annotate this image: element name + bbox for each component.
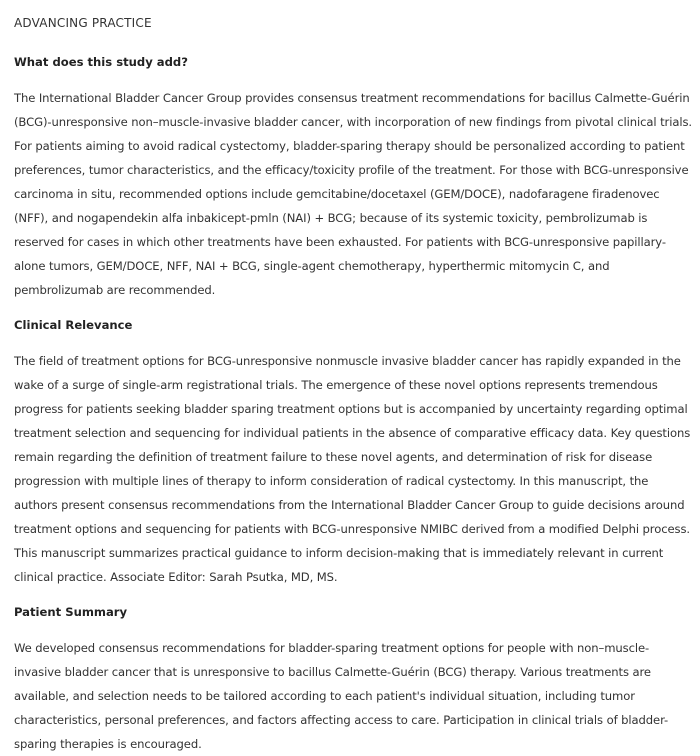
section-heading: Patient Summary (14, 605, 128, 619)
section-body: The International Bladder Cancer Group provides consensus treatment recommendations for bacillus Calmette-Guérin (BCG)-unresponsive non–muscle-invasive bladder cancer, with incorporation of new findings from pivotal clinical trials. For patients aiming to avoid radical cystectomy, bladder-sparing therapy should be personalized according to patient preferences, tumor characteristics, and the efficacy/toxicity profile of the treatment. For those with BCG-unresponsive carcinoma in situ, recommended options include gemcitabine/docetaxel (GEM/DOCE), nadofaragene firadenovec (NFF), and nogapendekin alfa inbakicept-pmln (NAI) + BCG; because of its systemic toxicity, pembrolizumab is reserved for cases in which other treatments have been exhausted. For patients with BCG-unresponsive papillary-alone tumors, GEM/DOCE, NFF, NAI + BCG, single-agent chemotherapy, hyperthermic mitomycin C, and pembrolizumab are recommended. (14, 91, 692, 297)
section-patient-summary (14, 603, 694, 756)
section-label: ADVANCING PRACTICE (14, 16, 152, 30)
section-heading: Clinical Relevance (14, 318, 133, 332)
section-study-adds (14, 53, 694, 302)
section-body: We developed consensus recommendations for bladder-sparing treatment options for people with non–muscle-invasive bladder cancer that is unresponsive to bacillus Calmette-Guérin (BCG) therapy. Various treatments are available, and selection needs to be tailored according to each patient's individual situation, including tumor characteristics, personal preferences, and factors affecting access to care. Participation in clinical trials of bladder-sparing therapies is encouraged. (14, 641, 669, 751)
section-body: The field of treatment options for BCG-unresponsive nonmuscle invasive bladder cancer has rapidly expanded in the wake of a surge of single-arm registrational trials. The emergence of these novel options represents tremendous progress for patients seeking bladder sparing treatment options but is accompanied by uncertainty regarding optimal treatment selection and sequencing for individual patients in the absence of comparative efficacy data. Key questions remain regarding the definition of treatment failure to these novel agents, and determination of risk for disease progression with multiple lines of therapy to inform consideration of radical cystectomy. In this manuscript, the authors present consensus recommendations from the International Bladder Cancer Group to guide decisions around treatment options and sequencing for patients with BCG-unresponsive NMIBC derived from a modified Delphi process. This manuscript summarizes practical guidance to inform decision-making that is immediately relevant in current clinical practice. Associate Editor: Sarah Psutka, MD, MS. (14, 354, 691, 584)
section-heading: What does this study add? (14, 55, 188, 69)
section-clinical-relevance (14, 316, 694, 589)
